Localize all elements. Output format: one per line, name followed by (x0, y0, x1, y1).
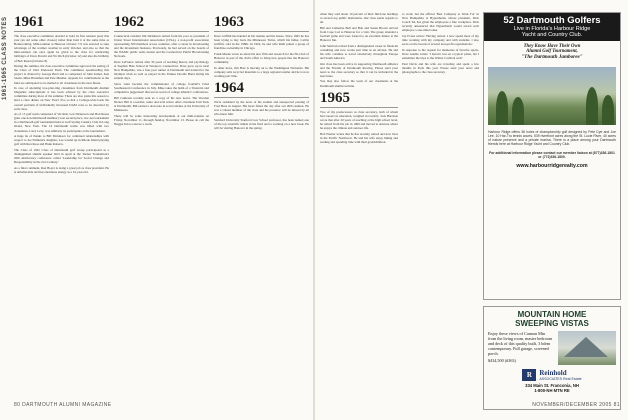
text-column-4 (320, 12, 398, 400)
ad-subtitle: Live in Florida's Harbour Ridge (513, 26, 591, 32)
ad-body-text (488, 331, 554, 365)
year-heading: 1964 (214, 79, 244, 96)
year-rule (114, 31, 209, 32)
logo-subtitle: ASSOCIATES Real Estate (539, 376, 582, 381)
harbour-ridge-ad[interactable] (483, 12, 621, 300)
ad-subtitle: Yacht and Country Club. (521, 32, 583, 39)
paragraph: In other news, Jim Hart is moving on to the Washington Nationals. His company sells recycled materials to a large regional retailer and he is now working part time. (214, 65, 309, 78)
ad-contact: For additional information please contact our member liaison at (877)336-1801 or (772)336-1800. (489, 150, 615, 160)
mountain-photo (558, 331, 616, 365)
paragraph: There will be some interesting development at our mini-reunion on Friday, November 11, through Sunday, November 13. Please do call the Nugget Inn to reserve a room. (114, 113, 209, 126)
ad-title-line: MOUNTAIN HOME (517, 310, 587, 319)
year-rule (14, 31, 109, 32)
tree-shape (586, 87, 598, 125)
reinhold-realestate-ad[interactable] (483, 306, 621, 410)
ad-address (484, 383, 620, 393)
paragraph: A huge lie of thanks to Bill Dickinson for continued relationships with respect to Joe Edmund's daughter, Lee wound up in Rhode Island playing golf with Ron Rose and Hank Roberts. (14, 134, 109, 147)
paragraph: Steve Glen became the commissioner of college football's Ivied Southeastern Conference in July. Mike takes the helm of a 'financial and competitive juggernaut' that serves seven of college athletics' conferences. (114, 82, 209, 95)
text-column-3 (214, 12, 309, 400)
paragraph: As a final comment, Ron Boyer is doing a great job as class president. He is unbelievable and has enormous energy as a 61-year-old. (14, 165, 109, 174)
logo-name: Reinhold (539, 368, 567, 377)
paragraph: Dave LaFrance retired after 30 years of teaching history and psychology at Stephen Hale School in Westport, Connecticut. Dave grew up in rural New Hampshire, was a four-year runner at Dartmouth and trained for the Olympic trials as well as played in the Yankee Doodle Band during his student days. (114, 60, 209, 81)
paragraph: Frank Meeks wrote us about his new film and research for the Ho Club of Hanover as part of the club's effort to bring new people into the Hanover community. (214, 51, 309, 65)
paragraph: Jay Evans writes: 'Having retired, I now spend most of my time working with my company and with students. I also serve on the boards of several non-profit organizations.' (402, 33, 479, 47)
paragraph: Bob Warner writes that he has recently retired and now lives in the Pacific Northwest. He and his wife enjoy hiking and reading and spending time with their grandchildren. (320, 131, 398, 144)
paragraph: We're saddened by the news of the sudden and unexpected passing of Fred Hess in August. His heart failed the day after our 40th reunion. He was a valued member of the class and his presence will be missed by all who knew him. (214, 99, 309, 117)
tree-shape (602, 95, 614, 125)
year-heading: 1965 (320, 89, 350, 106)
paragraph: During the summer, the class executive committee approved the setting of the Class of 1961 Endowed Fund. The committee spearheading this project is chaired by George Brett and is comprised of John Zemel, Ken Steele, Mike Houlahan and Pete Mueller. Appeals for contributions to the fund are anticipated to be mailed to all classmates in the near future. (14, 64, 109, 85)
paragraph: Our class has been active in supporting Dartmouth athletics and the Friends of Dartmouth Rowing. Please send your news to the class secretary so that it can be included in the next issue. (320, 61, 398, 78)
ad-line: "The Dartmouth Jamboree" (521, 54, 583, 60)
ad-title-line: SWEEPING VISTAS (515, 319, 589, 328)
paragraph: Dave Griffith has handed in his resume and his house. Since 1965 he has been trying to buy back the Minnesota Twins, which his father, Calvin Griffith, sold in the 1980s. In 1962, he and wife Ruth joined a group of franchise ownership in Chicago. (214, 34, 309, 51)
year-rule (214, 97, 309, 98)
paragraph: to work, but the official 'Best Company to Work For' in New Hampshire is Hypertherm, whose president, Dick Couch '64, has given the employees a fine workplace. Dick recently announced that Hypertherm would award each employee a one-time bonus. (402, 12, 479, 33)
logo-text (539, 370, 581, 381)
right-folio: NOVEMBER/DECEMBER 2005 81 (532, 402, 620, 408)
paragraph: As of 15 golf team comprised of We Roh, Len Dickerson and Bob Reese (plus one non-Dartmouth member) won second place, low-net tournament in a Dartmouth golf tournament held at Golf Spring Country Club in Long Island, New York. The 16 Dartmouth teams was billed with two classmates, Larry Levy, was similarly its participants at the tournament. (14, 112, 109, 133)
ad-description: Enjoy these views of Cannon Mtn from the living room, master bedroom and deck of this quality built, 3 bdrm contemporary. Full garage, screened porch. (488, 331, 553, 356)
paragraph: In case of attending tree-plan-ting classmates from Dartmouth Alumni Magazine subscriptions it has been advised by the class executive committee during most of the summer. There are also plans this season to hold a class dinner on New Year's Eve so that a College-wide basis the overall problem of individually increased DAM costs to be absorbed by each class. (14, 86, 109, 111)
side-tab (2, 8, 11, 108)
mountain-shape (564, 337, 608, 357)
page-gutter (313, 0, 315, 420)
text-column-1 (14, 12, 109, 400)
paragraph: Bill Cameron recently sent us a copy of his new novel, The Wooden Nickel. Bill is a teacher, sailor and avid writer. After classmate Tom Tuck at Dartmouth, Bill earned a doctorate in social studies at the University of Minnesota. (114, 95, 209, 113)
ad-header (484, 13, 620, 41)
text-column-2 (114, 12, 209, 400)
ad-price: $434,500 (#363) (488, 358, 516, 363)
golf-course-photo (488, 67, 616, 125)
ad-tagline (484, 41, 620, 64)
ad-phone: 1-800-NH MTN RE (534, 388, 570, 393)
ad-content (484, 328, 620, 368)
ad-title: 52 Dartmouth Golfers (503, 15, 601, 26)
ad-body-text: Harbour Ridge offers 36 holes of championship golf designed by Pete Dye and Joe Lee, 10 Har-Tru tennis courts, 539 riverfront acres along the St. Lucie River, 40 acres of nature preserve and a private marina. There is a place among your Dartmouth friends here at Harbour Ridge Yacht and Country Club. (488, 129, 616, 147)
text-column-5 (402, 12, 479, 400)
year-rule (320, 107, 398, 108)
ad-line: They Know Have Their Own (523, 43, 581, 49)
paragraph: In response to the request for memories of favorite sports, Dave Adams writes: 'I haven't lost on a typical plane, but I remember the trips to the Winter Carnival well.' (402, 47, 479, 60)
year-heading: 1962 (114, 14, 144, 30)
year-rule (214, 31, 309, 32)
paragraph: The Class of 1961 Class of Dartmouth golf Group participated as a distinguished alumni speaker held in April at the Tucker Foundation's 20th anniversary conference called 'Leadership for Social Change and Responsibility in the 21st Century.' (14, 147, 109, 165)
side-tab-label: 1961-1965 CLASS NOTES (2, 16, 8, 100)
reinhold-logo (484, 369, 620, 381)
paragraph: Stanford University Stanford Law School professor, has been named one of the top scientific minds in his field and is working on a new book. He will be visiting Hanover in the spring. (214, 117, 309, 130)
paragraph: John Sullivan retired from a distinguished career in financial consulting and now works part time as an advisor. He and his wife continue to travel extensively throughout Europe and South America. (320, 43, 398, 60)
tree-shape (512, 97, 524, 125)
paragraph: Connecticut resident Jim Dickinson retired from his post as president of Union Street International Association (CISA), a non-profit association representing 500 members across countries, after a career in broadcasting and the investment business. Previously, he had served on the boards of the WAMC public radio station and the Connecticut Public Broadcasting Network. (114, 34, 209, 59)
ad-street: 334 Main St. Franconia, NH (525, 383, 579, 388)
paragraph: Two of my predecessors as class secretary, both of whom had careers in education, weighed in recently. Jack Harrison wrote that after 20 years of teaching at the high school level, he retired from his job in 1999 and moved to Arizona where he enjoys the climate and outdoor life. (320, 109, 398, 130)
ad-url-link[interactable]: www.harbourridgerealty.com (516, 163, 588, 170)
paragraph: when they sold about 10 percent of their ImClone holdings to several top public institutions. Our class sends regards to all. (320, 12, 398, 25)
ad-line: Alumni Golf Tournament, (526, 49, 578, 55)
tree-shape (496, 91, 508, 125)
paragraph: You may also follow the work of our classmates at the Dartmouth alumni website. (320, 79, 398, 88)
paragraph: Paul Davis and his wife are traveling and spent a few months in Paris this year. Please send your news and photographs to the class secretary. (402, 61, 479, 74)
year-heading: 1963 (214, 14, 244, 30)
ad-title (484, 310, 620, 328)
year-heading: 1961 (14, 14, 44, 30)
paragraph: The class executive committee decided to hold its first reunion party this year (an old some other classes) rather than hold it at the same time as Homecoming. Mini-reunion at Hanover October 7-9 was selected to take advantage of the warmer weather in early October, and also so that the mini-reunion can once again be given to the class for celebrating birthdays of Dave Prewitt and Vic Rich (October 12) and also the birthday of Bob Rosen (October 8). (14, 34, 109, 63)
logo-mark: R (522, 369, 536, 381)
left-folio: 80 DARTMOUTH ALUMNI MAGAZINE (14, 402, 112, 408)
paragraph: Bill and Catherine Bell and Bob and Susan Brown arrived from Cape Cod to Hanover for a visit. The group attended a football game and were treated to an excellent dinner at the Hanover Inn. (320, 25, 398, 43)
